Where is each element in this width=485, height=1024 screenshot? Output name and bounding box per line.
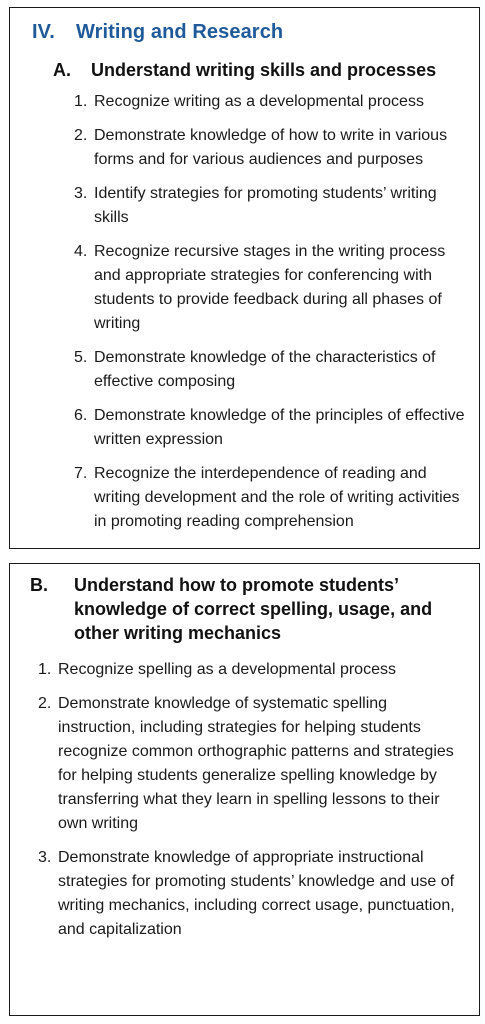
section-a-letter: A. [53,60,71,80]
objective-item [38,846,468,942]
objective-item [74,124,474,172]
objective-item [74,462,474,534]
objective-item [74,182,474,230]
objective-item [74,404,474,452]
objective-text: Recognize recursive stages in the writing process and appropriate strategies for conferencing with students to provide feedback during all phases of writing [94,243,446,332]
objective-text: Identify strategies for promoting students’ writing skills [94,185,437,226]
part-title: Writing and Research [76,21,284,43]
objective-text: Recognize the interdependence of reading and writing development and the role of writing activities in promoting reading comprehension [94,465,460,530]
objective-text: Recognize writing as a developmental process [94,93,424,110]
part-number: IV. [32,21,55,43]
objective-item [38,692,468,836]
objective-number: 3. [38,849,52,866]
objective-text: Recognize spelling as a developmental process [58,661,396,678]
objective-item [74,346,474,394]
objective-number: 5. [74,349,88,366]
objective-number: 7. [74,465,88,482]
objective-text: Demonstrate knowledge of the principles of effective written expression [94,407,465,448]
section-b-objectives [38,658,468,952]
objective-text: Demonstrate knowledge of appropriate instructional strategies for promoting students’ knowledge and use of writing mechanics, including correct usage, punctuation, and capitalization [58,849,455,938]
objective-number: 4. [74,243,88,260]
section-b-box [9,563,480,1016]
objective-item [74,90,474,114]
section-a-title: Understand writing skills and processes [91,60,437,80]
objective-number: 2. [38,695,52,712]
objective-number: 3. [74,185,88,202]
objective-number: 6. [74,407,88,424]
section-b-letter: B. [30,575,48,595]
objective-number: 1. [38,661,52,678]
objective-text: Demonstrate knowledge of systematic spelling instruction, including strategies for helping students recognize common orthographic patterns and strategies for helping students generalize spelling knowledge by transferring what they learn in spelling lessons to their own writing [58,695,454,832]
section-b-title: Understand how to promote students’ knowledge of correct spelling, usage, and other writing mechanics [74,575,433,643]
objective-item [38,658,468,682]
objective-text: Demonstrate knowledge of how to write in various forms and for various audiences and purposes [94,127,448,168]
part-heading [32,21,283,44]
objective-number: 1. [74,93,88,110]
objective-item [74,240,474,336]
section-a-box [9,7,480,549]
objective-number: 2. [74,127,88,144]
objective-text: Demonstrate knowledge of the characteristics of effective composing [94,349,436,390]
section-a-objectives [74,90,474,544]
